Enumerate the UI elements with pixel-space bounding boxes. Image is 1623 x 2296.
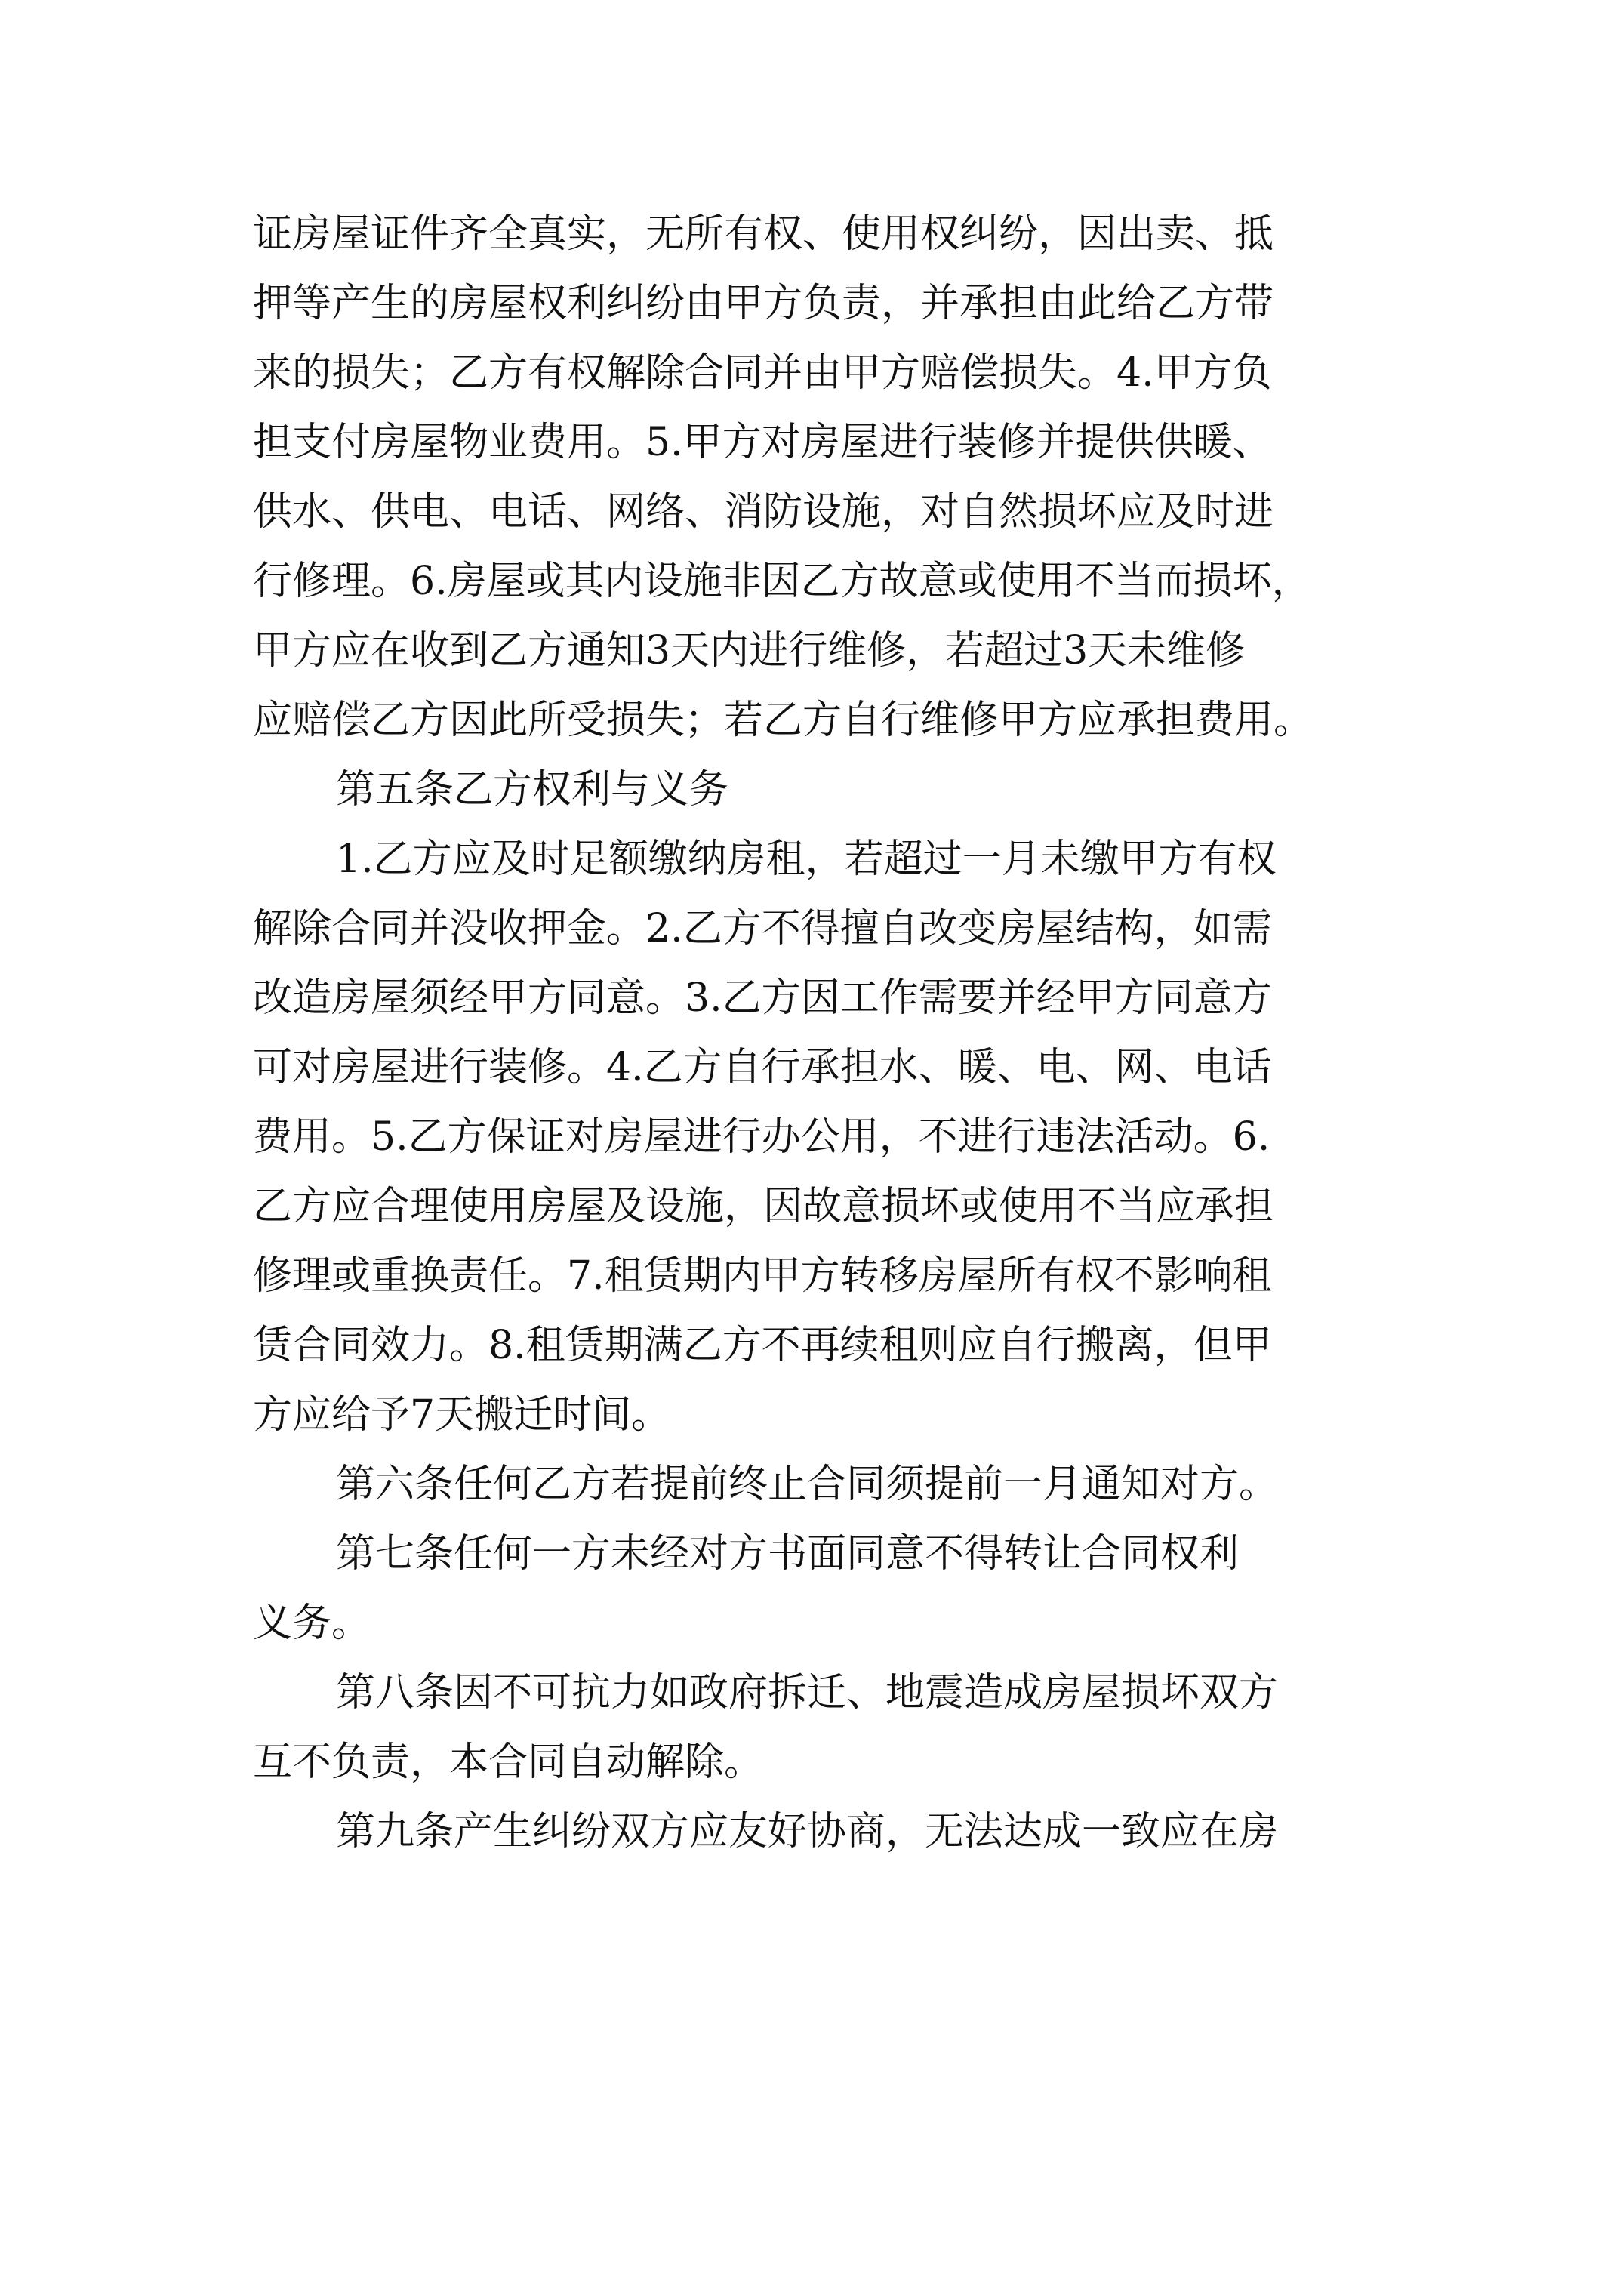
text-line: 1.乙方应及时足额缴纳房租，若超过一月未缴甲方有权 [336, 837, 1277, 882]
text-line: 证房屋证件齐全真实，无所有权、使用权纠纷，因出卖、抵 [253, 211, 1274, 257]
text-line: 互不负责，本合同自动解除。 [253, 1740, 764, 1785]
text-line: 第六条任何乙方若提前终止合同须提前一月通知对方。 [336, 1462, 1279, 1507]
text-line: 行修理。6.房屋或其内设施非因乙方故意或使用不当而损坏， [253, 559, 1311, 604]
text-line: 供水、供电、电话、网络、消防设施，对自然损坏应及时进 [253, 489, 1274, 535]
text-line: 费用。5.乙方保证对房屋进行办公用，不进行违法活动。6. [253, 1114, 1270, 1160]
text-line: 修理或重换责任。7.租赁期内甲方转移房屋所有权不影响租 [253, 1253, 1272, 1299]
text-line: 可对房屋进行装修。4.乙方自行承担水、暖、电、网、电话 [253, 1045, 1272, 1090]
text-line: 改造房屋须经甲方同意。3.乙方因工作需要并经甲方同意方 [253, 975, 1272, 1021]
text-line: 乙方应合理使用房屋及设施，因故意损坏或使用不当应承担 [253, 1184, 1274, 1229]
text-line: 押等产生的房屋权利纠纷由甲方负责，并承担由此给乙方带 [253, 281, 1274, 326]
text-line: 第八条因不可抗力如政府拆迁、地震造成房屋损坏双方 [336, 1670, 1279, 1715]
text-line: 来的损失；乙方有权解除合同并由甲方赔偿损失。4.甲方负 [253, 350, 1272, 396]
text-line: 第七条任何一方未经对方书面同意不得转让合同权利 [336, 1531, 1240, 1576]
text-line: 甲方应在收到乙方通知3天内进行维修，若超过3天未维修 [253, 628, 1246, 673]
text-line: 解除合同并没收押金。2.乙方不得擅自改变房屋结构，如需 [253, 906, 1272, 951]
text-line: 第九条产生纠纷双方应友好协商，无法达成一致应在房 [336, 1809, 1279, 1854]
section-heading: 第五条乙方权利与义务 [336, 767, 729, 812]
text-line: 应赔偿乙方因此所受损失；若乙方自行维修甲方应承担费用。 [253, 698, 1313, 743]
text-line: 方应给予7天搬迁时间。 [253, 1392, 671, 1438]
text-line: 担支付房屋物业费用。5.甲方对房屋进行装修并提供供暖、 [253, 420, 1272, 465]
text-line: 义务。 [253, 1601, 371, 1646]
text-line: 赁合同效力。8.租赁期满乙方不再续租则应自行搬离，但甲 [253, 1323, 1272, 1368]
